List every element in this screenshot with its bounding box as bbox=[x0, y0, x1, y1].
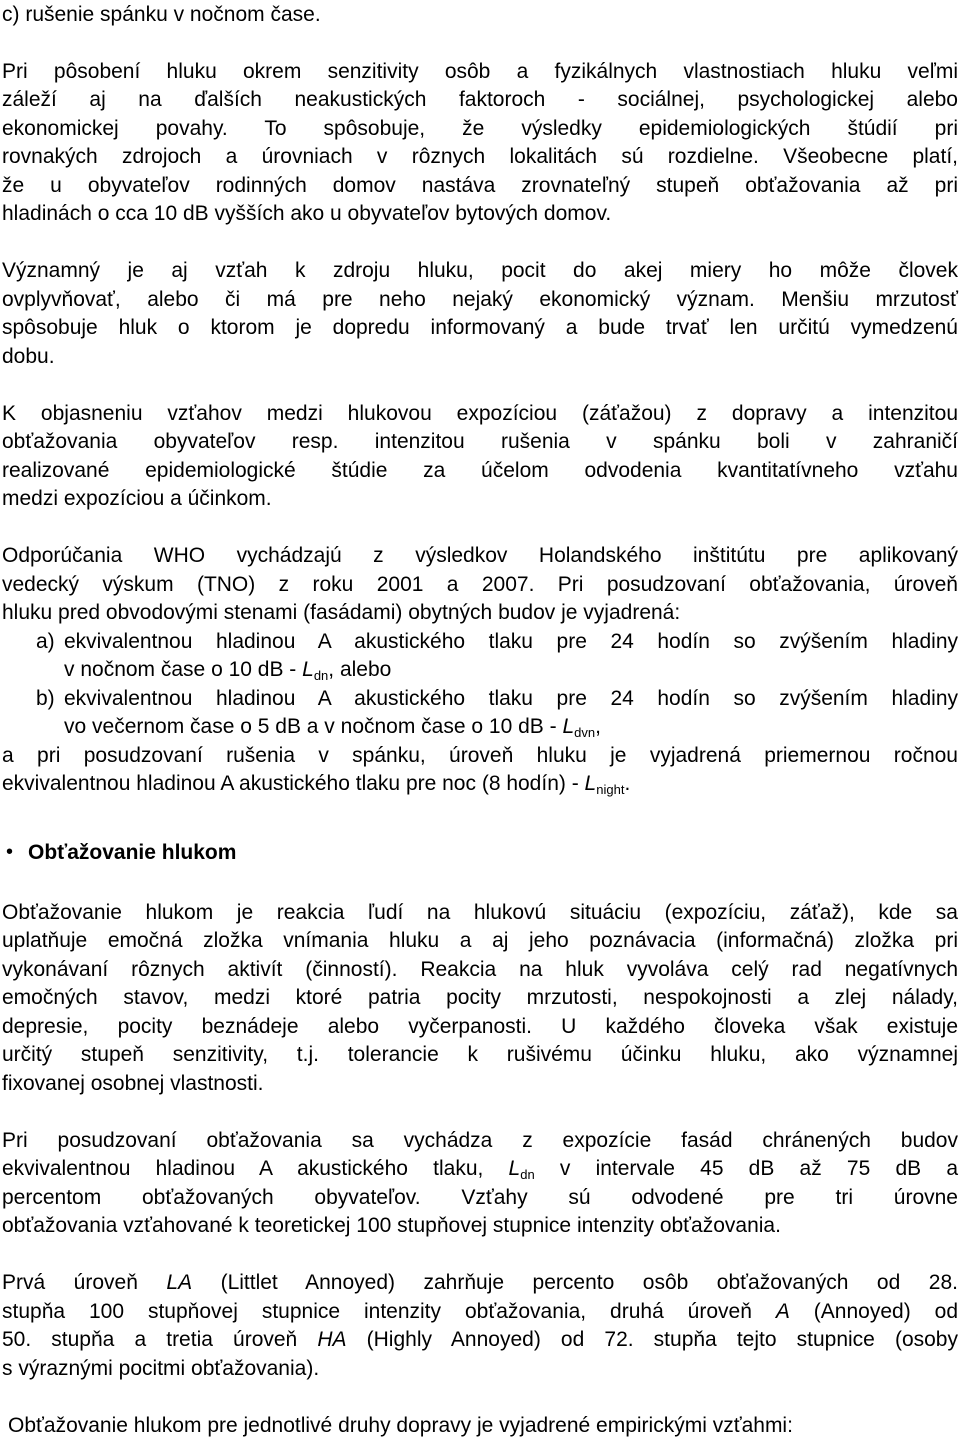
paragraph-line: ovplyvňovať, alebo či má pre neho nejaký ekonomický význam. Menšiu mrzutosť bbox=[2, 288, 958, 311]
paragraph-line: uplatňuje emočná zložka vnímania hluku a aj jeho poznávacia (informačná) zložka pri bbox=[2, 929, 958, 952]
paragraph-line: spôsobuje hluk o ktorom je dopredu informovaný a bude trvať len určitú vymedzenú bbox=[2, 316, 958, 339]
paragraph-line: vykonávaní rôznych aktivít (činností). Reakcia na hluk vyvoláva celý rad negatívnych bbox=[2, 958, 958, 981]
list-item-a-line: ekvivalentnou hladinou A akustického tlaku pre 24 hodín so zvýšením hladiny bbox=[64, 630, 958, 653]
list-item-a-line: v nočnom čase o 10 dB - $L_{dn}$, alebo bbox=[64, 658, 392, 683]
paragraph-line: hluku pred obvodovými stenami (fasádami) obytných budov je vyjadrená: bbox=[2, 601, 681, 624]
paragraph-line: ekonomickej povahy. To spôsobuje, že výsledky epidemiologických štúdií pri bbox=[2, 117, 958, 140]
paragraph-line: obťažovania vzťahované k teoretickej 100 stupňovej stupnice intenzity obťažovania. bbox=[2, 1214, 781, 1237]
paragraph-line: s výraznými pocitmi obťažovania). bbox=[2, 1357, 320, 1380]
paragraph-line-last: Obťažovanie hlukom pre jednotlivé druhy dopravy je vyjadrené empirickými vzťahmi: bbox=[8, 1414, 793, 1437]
paragraph-line: že u obyvateľov rodinných domov nastáva zrovnateľný stupeň obťažovania až pri bbox=[2, 174, 958, 197]
list-marker-a: a) bbox=[36, 630, 55, 653]
paragraph-line: stupňa 100 stupňovej stupnice intenzity obťažovania, druhá úroveň A (Annoyed) od bbox=[2, 1300, 958, 1323]
paragraph-line: Pri pôsobení hluku okrem senzitivity osôb a fyzikálnych vlastnostiach hluku veľmi bbox=[2, 60, 958, 83]
list-item-c: c) rušenie spánku v nočnom čase. bbox=[2, 3, 321, 26]
paragraph-line: záleží aj na ďalších neakustických faktoroch - sociálnej, psychologickej alebo bbox=[2, 88, 958, 111]
paragraph-line: rovnakých zdrojoch a úrovniach v rôznych lokalitách sú rozdielne. Všeobecne platí, bbox=[2, 145, 958, 168]
paragraph-line: Pri posudzovaní obťažovania sa vychádza z expozície fasád chránených budov bbox=[2, 1129, 958, 1152]
list-item-b-line: ekvivalentnou hladinou A akustického tlaku pre 24 hodín so zvýšením hladiny bbox=[64, 687, 958, 710]
paragraph-line: medzi expozíciou a účinkom. bbox=[2, 487, 272, 510]
paragraph-line: 50. stupňa a tretia úroveň HA (Highly Annoyed) od 72. stupňa tejto stupnice (osoby bbox=[2, 1328, 958, 1351]
paragraph-line: fixovanej osobnej vlastnosti. bbox=[2, 1072, 264, 1095]
paragraph-line: depresie, pocity beznádeje alebo vyčerpanosti. U každého človeka však existuje bbox=[2, 1015, 958, 1038]
paragraph-line: Prvá úroveň LA (Littlet Annoyed) zahrňuje percento osôb obťažovaných od 28. bbox=[2, 1271, 958, 1294]
heading-title: Obťažovanie hlukom bbox=[28, 841, 237, 864]
paragraph-line: ekvivalentnou hladinou A akustického tlaku, $L_{dn}$ v intervale 45 dB až 75 dB a bbox=[2, 1157, 959, 1182]
list-marker-b: b) bbox=[36, 687, 55, 710]
paragraph-line: Významný je aj vzťah k zdroju hluku, pocit do akej miery ho môže človek bbox=[2, 259, 958, 282]
paragraph-line: Odporúčania WHO vychádzajú z výsledkov Holandského inštitútu pre aplikovaný bbox=[2, 544, 958, 567]
paragraph-line: emočných stavov, medzi ktoré patria pocity mrzutosti, nespokojnosti a zlej nálady, bbox=[2, 986, 958, 1009]
paragraph-line: hladinách o cca 10 dB vyšších ako u obyvateľov bytových domov. bbox=[2, 202, 612, 225]
paragraph-line: K objasneniu vzťahov medzi hlukovou expozíciou (záťažou) z dopravy a intenzitou bbox=[2, 402, 958, 425]
paragraph-line: percentom obťažovaných obyvateľov. Vzťahy sú odvodené pre tri úrovne bbox=[2, 1186, 958, 1209]
paragraph-line: Obťažovanie hlukom je reakcia ľudí na hlukovú situáciu (expozíciu, záťaž), kde sa bbox=[2, 901, 958, 924]
paragraph-line: vedecký výskum (TNO) z roku 2001 a 2007. Pri posudzovaní obťažovania, úroveň bbox=[2, 573, 958, 596]
list-item-b-line: vo večernom čase o 5 dB a v nočnom čase o 10 dB - $L_{dvn}$, bbox=[64, 715, 601, 740]
paragraph-line: určitý stupeň senzitivity, t.j. tolerancie k rušivému účinku hluku, ako významnej bbox=[2, 1043, 958, 1066]
bullet-icon: • bbox=[6, 841, 14, 863]
paragraph-line: dobu. bbox=[2, 345, 55, 368]
paragraph-line: a pri posudzovaní rušenia v spánku, úroveň hluku je vyjadrená priemernou ročnou bbox=[2, 744, 958, 767]
paragraph-line: ekvivalentnou hladinou A akustického tlaku pre noc (8 hodín) - $L_{night}$. bbox=[2, 772, 631, 797]
paragraph-line: obťažovania obyvateľov resp. intenzitou rušenia v spánku boli v zahraničí bbox=[2, 430, 958, 453]
paragraph-line: realizované epidemiologické štúdie za účelom odvodenia kvantitatívneho vzťahu bbox=[2, 459, 958, 482]
